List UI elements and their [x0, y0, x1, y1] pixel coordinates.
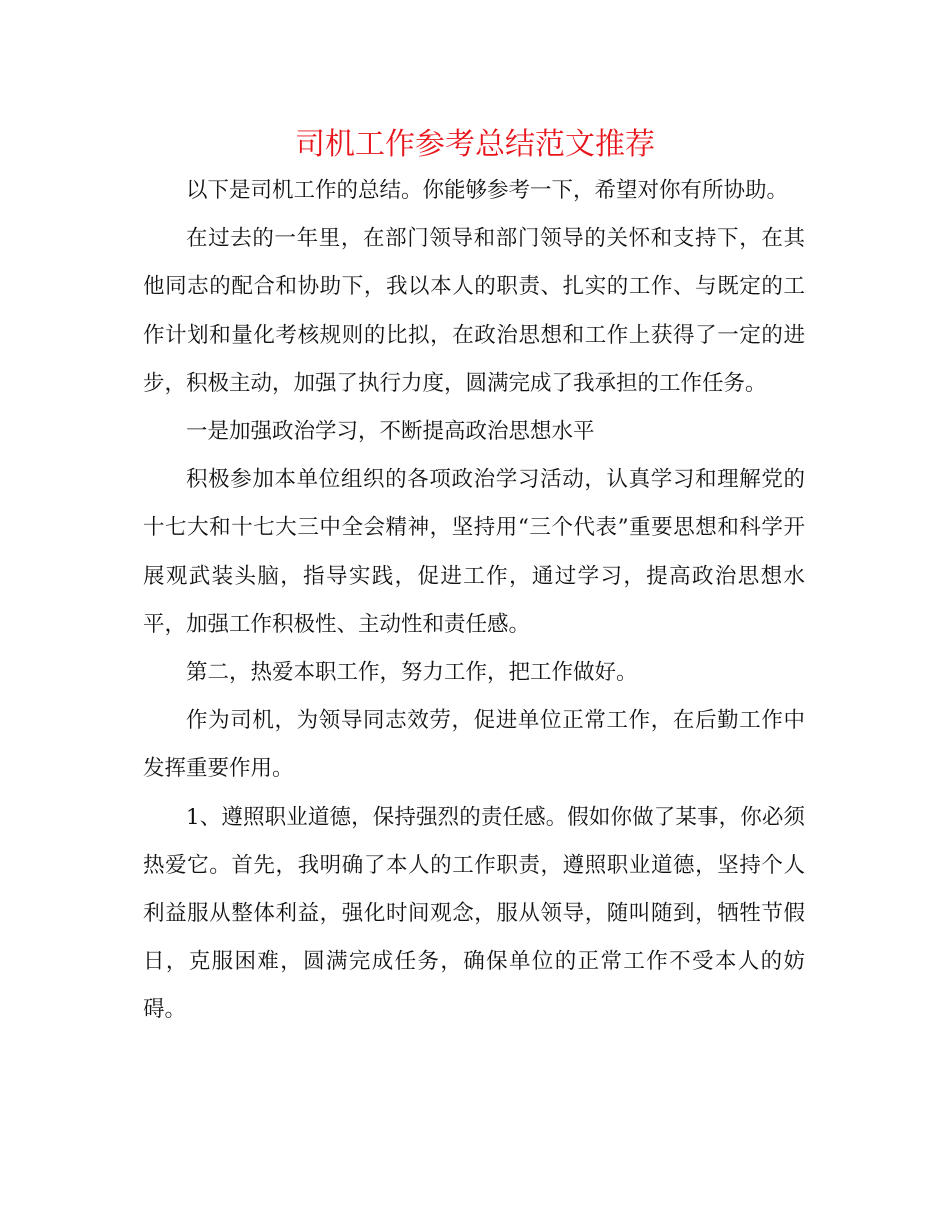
paragraph-heading-work: 第二，热爱本职工作，努力工作，把工作做好。	[186, 660, 638, 686]
document-title: 司机工作参考总结范文推荐	[295, 127, 655, 162]
paragraph-political-study: 积极参加本单位组织的各项政治学习活动，认真学习和理解党的十七大和十七大三中全会精神，坚持用“三个代表”重要思想和科学开展观武装头脑，指导实践，促进工作，通过学习，提高政治思想水平，加强工作积极性、主动性和责任感。	[143, 467, 805, 637]
paragraph-professional-ethics: 1、遵照职业道德，保持强烈的责任感。假如你做了某事，你必须热爱它。首先，我明确了本人的工作职责，遵照职业道德，坚持个人利益服从整体利益，强化时间观念，服从领导，随叫随到，牺牲节假日，克服困难，圆满完成任务，确保单位的正常工作不受本人的妨碍。	[143, 804, 805, 1023]
paragraph-intro: 以下是司机工作的总结。你能够参考一下，希望对你有所协助。	[186, 178, 789, 203]
paragraph-driver-role: 作为司机，为领导同志效劳，促进单位正常工作，在后勤工作中发挥重要作用。	[143, 708, 805, 782]
document-body	[143, 167, 805, 1035]
paragraph-overview: 在过去的一年里，在部门领导和部门领导的关怀和支持下，在其他同志的配合和协助下，我以本人的职责、扎实的工作、与既定的工作计划和量化考核规则的比拟，在政治思想和工作上获得了一定的进步，积极主动，加强了执行力度，圆满完成了我承担的工作任务。	[143, 226, 805, 396]
paragraph-heading-political-study: 一是加强政治学习，不断提高政治思想水平	[186, 419, 595, 445]
